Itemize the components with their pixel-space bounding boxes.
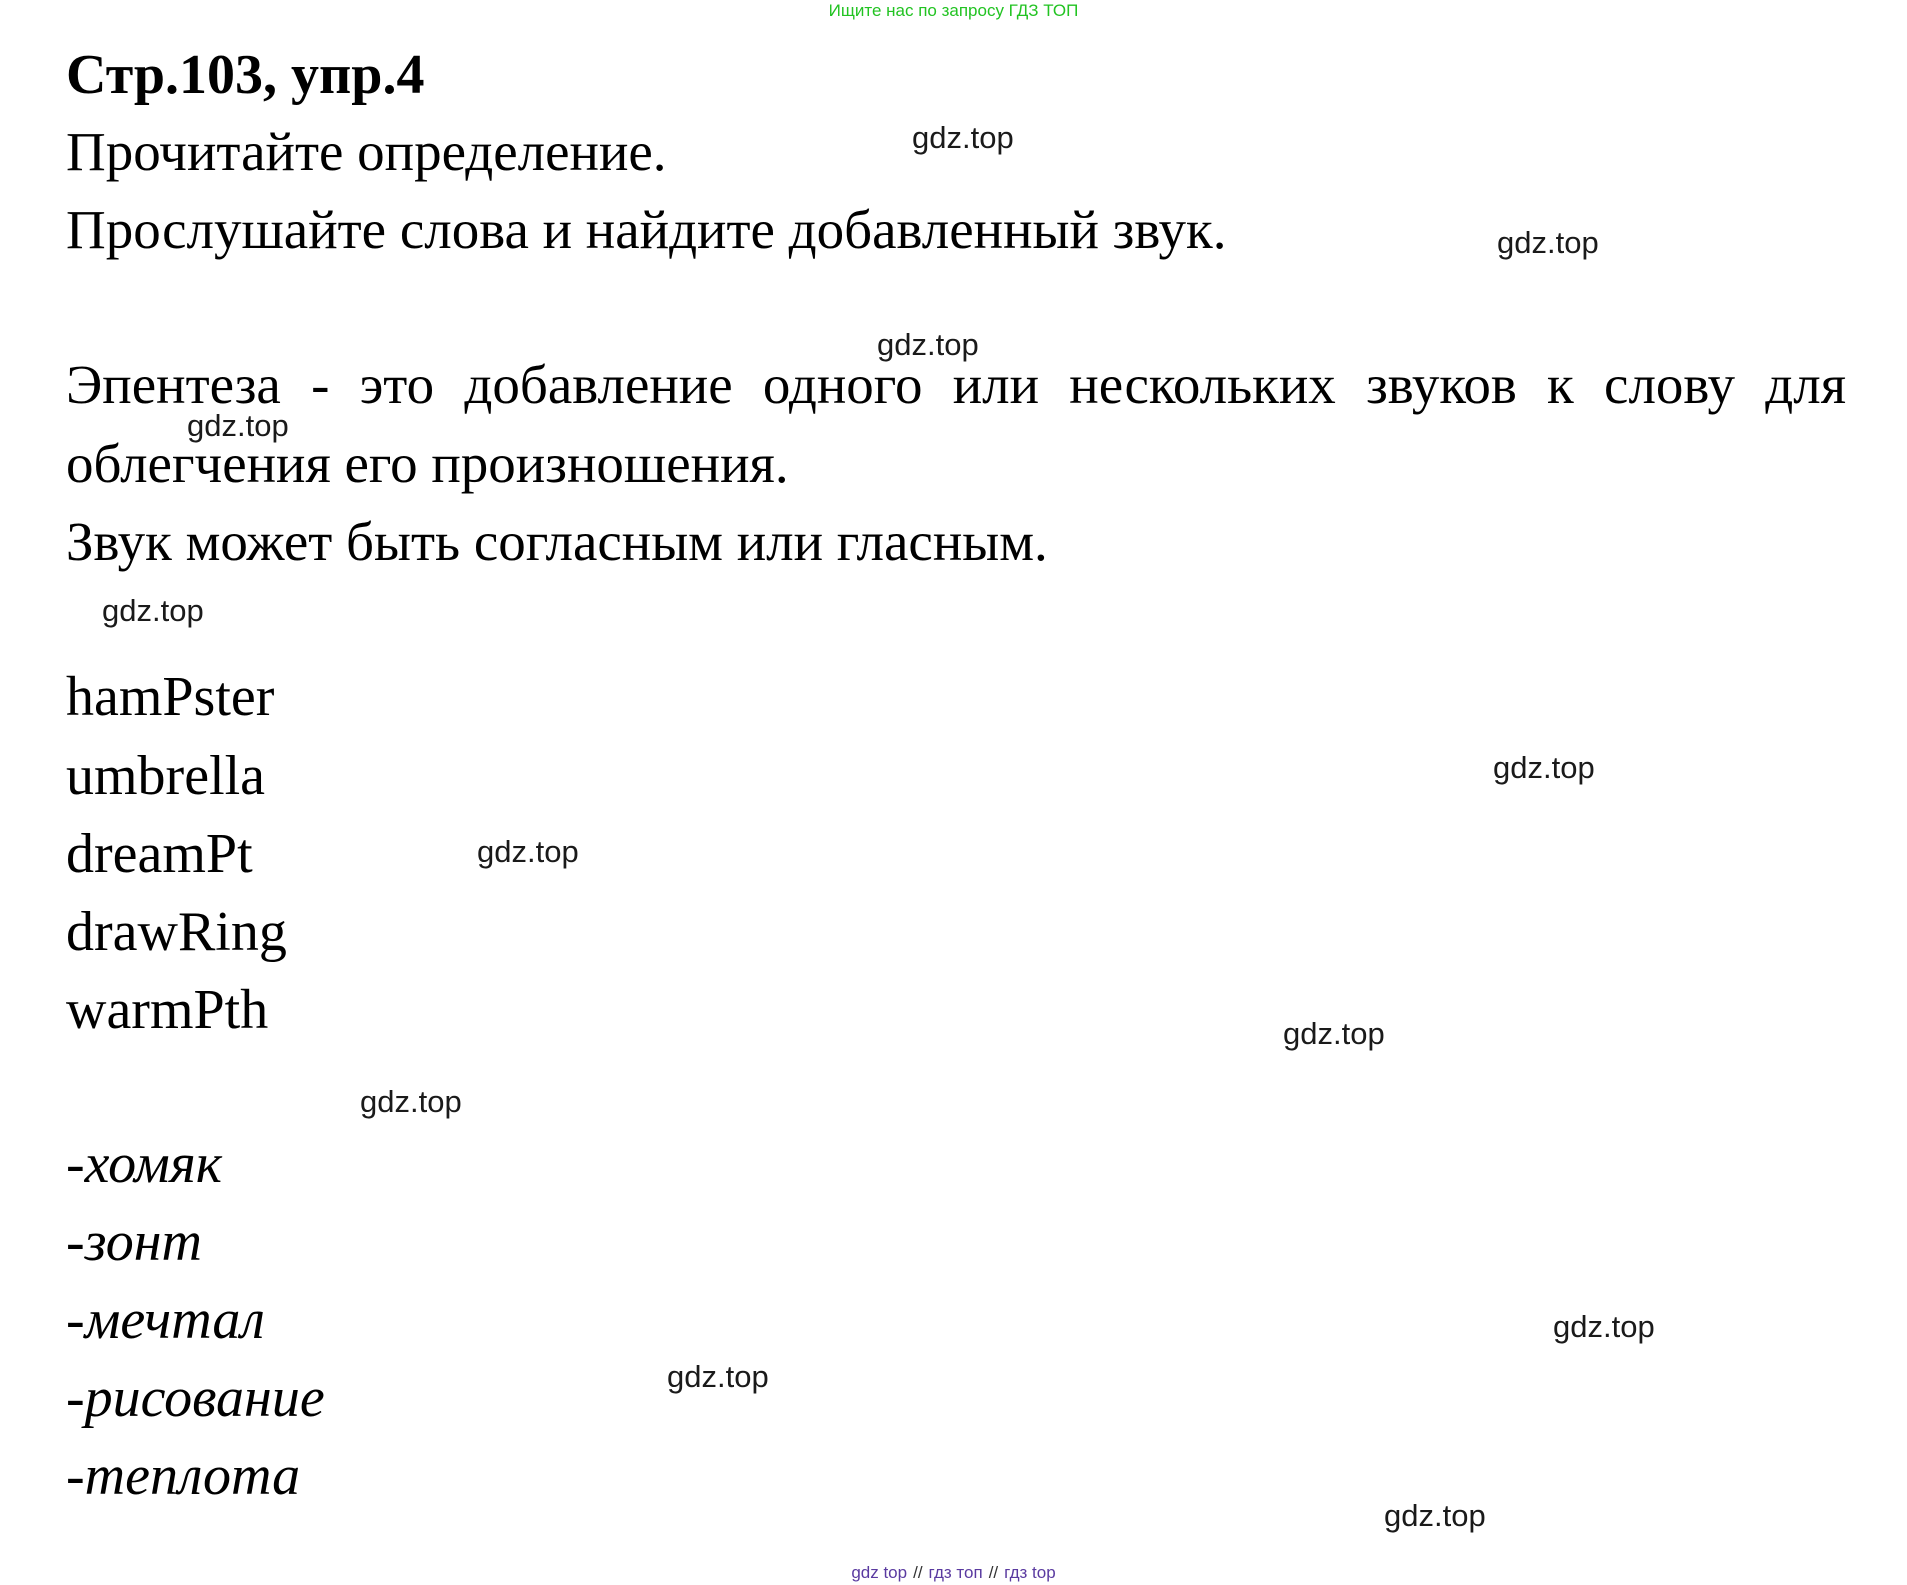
russian-word-dreamt: -мечтал bbox=[66, 1289, 265, 1351]
page-title: Стр.103, упр.4 bbox=[66, 44, 425, 106]
english-word-hamster: hamPster bbox=[66, 666, 275, 728]
watermark: gdz.top bbox=[360, 1084, 462, 1119]
watermark: gdz.top bbox=[477, 834, 579, 869]
russian-word-umbrella: -зонт bbox=[66, 1211, 202, 1273]
footer-links bbox=[0, 1562, 1907, 1584]
watermark: gdz.top bbox=[1497, 225, 1599, 260]
footer-separator: // bbox=[988, 1563, 999, 1582]
definition-line-1: Эпентеза - это добавление одного или нескольких звуков к слову для bbox=[66, 354, 1846, 415]
definition-line-2: облегчения его произношения. bbox=[66, 433, 789, 494]
watermark: gdz.top bbox=[1493, 750, 1595, 785]
instruction-read: Прочитайте определение. bbox=[66, 121, 667, 182]
russian-word-hamster: -хомяк bbox=[66, 1133, 222, 1195]
footer-link-gdz-top[interactable]: gdz top bbox=[851, 1563, 908, 1582]
instruction-listen: Прослушайте слова и найдите добавленный звук. bbox=[66, 199, 1227, 260]
watermark: gdz.top bbox=[187, 408, 289, 443]
watermark: gdz.top bbox=[1384, 1498, 1486, 1533]
watermark: gdz.top bbox=[102, 593, 204, 628]
english-word-umbrella: umbrella bbox=[66, 745, 266, 807]
watermark: gdz.top bbox=[912, 120, 1014, 155]
footer-link-gdz-top-ru[interactable]: гдз топ bbox=[928, 1563, 983, 1582]
watermark: gdz.top bbox=[877, 327, 979, 362]
russian-word-warmth: -теплота bbox=[66, 1445, 301, 1507]
watermark: gdz.top bbox=[1283, 1016, 1385, 1051]
top-banner: Ищите нас по запросу ГДЗ ТОП bbox=[828, 1, 1079, 20]
watermark: gdz.top bbox=[1553, 1309, 1655, 1344]
watermark: gdz.top bbox=[667, 1359, 769, 1394]
english-word-dreamt: dreamPt bbox=[66, 823, 253, 885]
english-word-drawing: drawRing bbox=[66, 901, 287, 963]
definition-line-3: Звук может быть согласным или гласным. bbox=[66, 511, 1048, 572]
russian-word-drawing: -рисование bbox=[66, 1367, 325, 1429]
english-word-warmth: warmPth bbox=[66, 979, 269, 1041]
footer-separator: // bbox=[913, 1563, 923, 1582]
footer-link-gdz-top-mixed[interactable]: гдз top bbox=[1004, 1563, 1056, 1582]
